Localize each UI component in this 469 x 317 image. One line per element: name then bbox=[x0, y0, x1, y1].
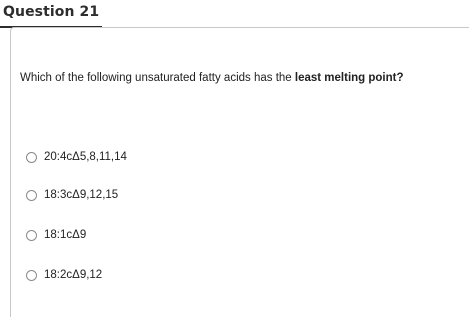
answer-option-label: 18:3cΔ9,12,15 bbox=[44, 189, 119, 201]
answer-option-1[interactable] bbox=[26, 150, 127, 164]
answer-option-label: 20:4cΔ5,8,11,14 bbox=[44, 151, 127, 163]
answer-option-3[interactable] bbox=[26, 228, 86, 242]
question-title: Question 21 bbox=[3, 4, 100, 20]
answer-option-label: 18:2cΔ9,12 bbox=[44, 269, 103, 281]
answer-option-4[interactable] bbox=[26, 268, 102, 282]
answer-option-2[interactable] bbox=[26, 188, 118, 202]
radio-button[interactable] bbox=[26, 152, 37, 163]
radio-button[interactable] bbox=[26, 190, 37, 201]
answer-option-label: 18:1cΔ9 bbox=[44, 229, 87, 241]
radio-button[interactable] bbox=[26, 270, 37, 281]
radio-button[interactable] bbox=[26, 230, 37, 241]
question-prompt-emphasis: least melting point? bbox=[294, 72, 404, 84]
question-prompt-text: Which of the following unsaturated fatty acids has the bbox=[20, 72, 295, 84]
question-prompt bbox=[20, 72, 404, 84]
